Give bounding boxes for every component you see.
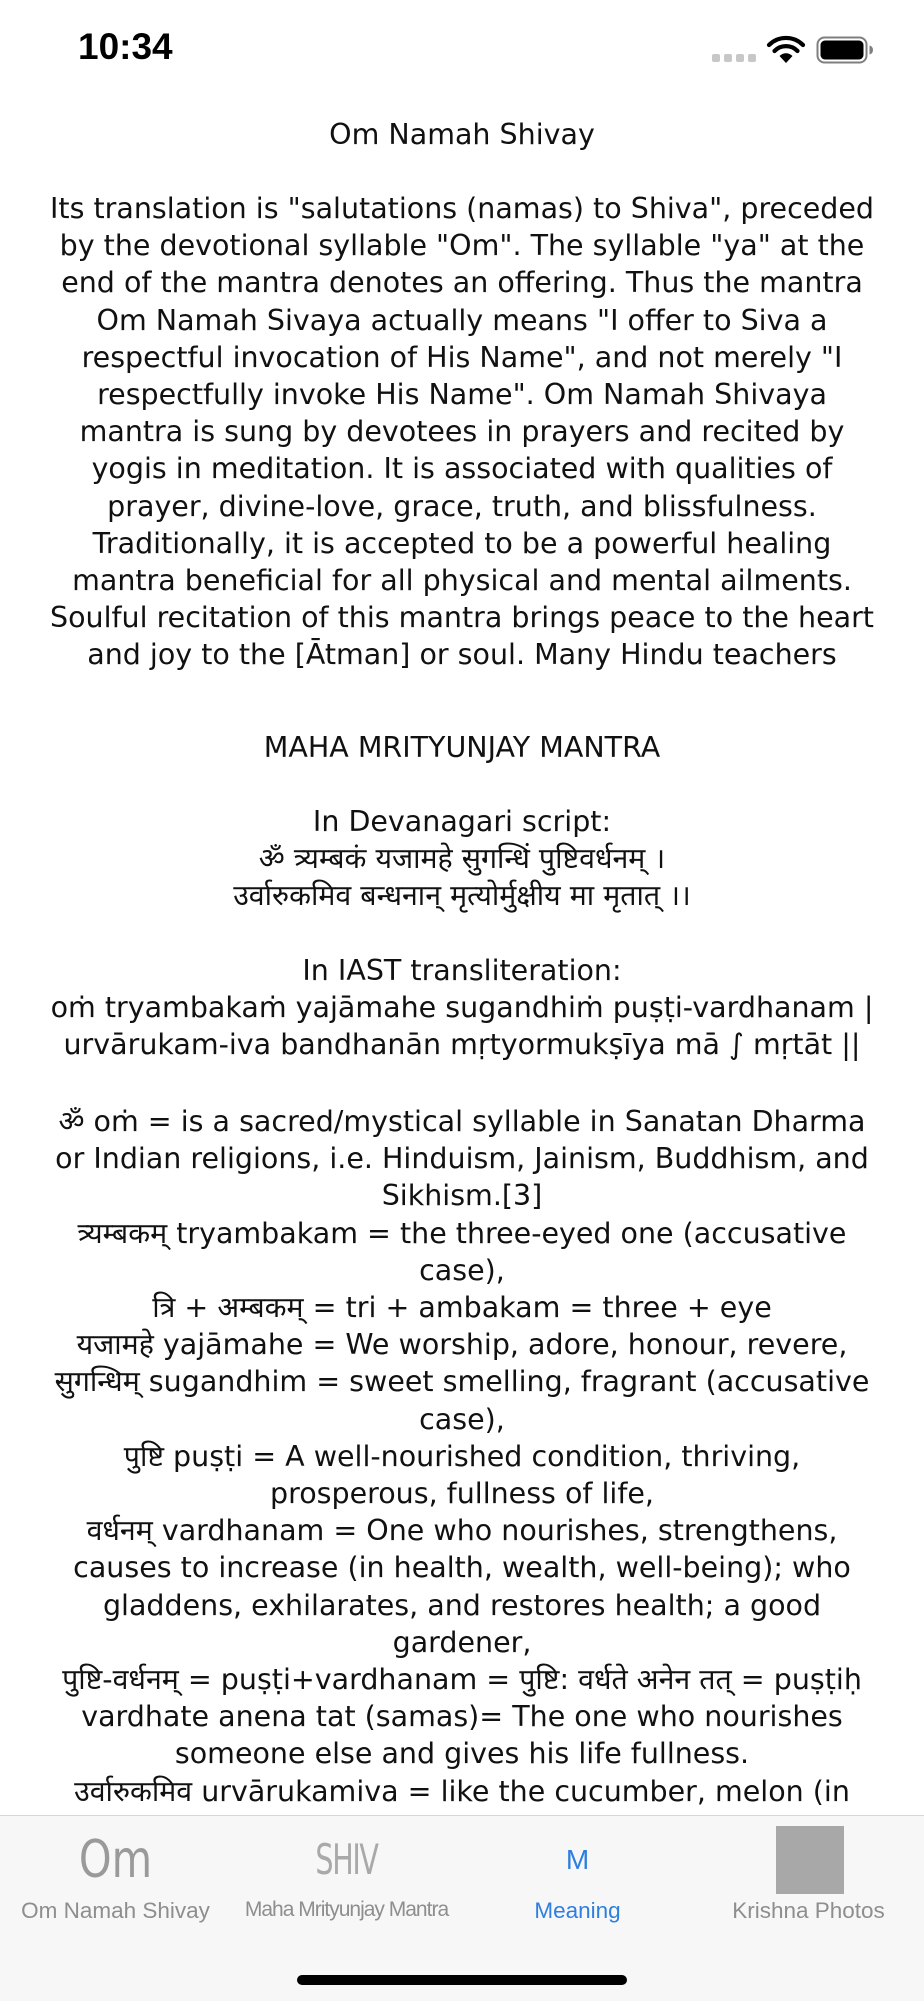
devanagari-line-1: ॐ त्र्यम्बकं यजामहे सुगन्धिं पुष्टिवर्धनम् । [258, 842, 666, 876]
word-meaning: पुष्टि puṣṭi = A well-nourished condition, thriving, prosperous, fullness of life, [123, 1439, 801, 1511]
word-meaning: उर्वारुकमिव urvārukamiva = like the cucumber, melon (in [74, 1774, 850, 1808]
om-tab-icon: Om [78, 1830, 153, 1890]
status-bar [0, 0, 924, 100]
tab-om-namah-shivay[interactable] [0, 1816, 231, 1936]
word-meanings-text[interactable] [48, 1103, 876, 1808]
tab-label: Meaning [534, 1898, 621, 1923]
devanagari-heading: In Devanagari script: [312, 805, 612, 838]
word-meaning: त्र्यम्बकम् tryambakam = the three-eyed one (accusative case), [77, 1216, 847, 1287]
iast-section [48, 952, 876, 1064]
tab-label: Krishna Photos [732, 1898, 885, 1923]
tab-label: Maha Mrityunjay Mantra [244, 1898, 449, 1921]
tab-maha-mrityunjay-mantra[interactable] [231, 1816, 462, 1936]
home-indicator [297, 1975, 627, 1985]
iast-line-2: urvārukam-iva bandhanān mṛtyormukṣīya mā ∫ mṛtāt || [63, 1028, 861, 1062]
tab-krishna-photos[interactable] [693, 1816, 924, 1936]
photo-placeholder-icon [776, 1826, 844, 1894]
shiv-tab-icon: SHIV [315, 1835, 378, 1884]
devanagari-section [48, 803, 876, 915]
iast-heading: In IAST transliteration: [302, 954, 622, 987]
word-meaning: यजामहे yajāmahe = We worship, adore, honour, revere, [76, 1328, 848, 1362]
tab-bar [0, 1815, 924, 2001]
wifi-icon [766, 34, 806, 64]
om-description-text[interactable] [48, 190, 876, 766]
tab-label: Om Namah Shivay [21, 1898, 210, 1923]
status-time: 10:34 [78, 26, 173, 67]
maha-section-title: MAHA MRITYUNJAY MANTRA [263, 731, 661, 764]
battery-icon [816, 36, 874, 64]
om-description: Its translation is "salutations (namas) to Shiva", preceded by the devotional syllable "Om". The syllable "ya" at the end of the mantra denotes an offering. Thus the mantra Om Namah Sivaya actually means "I offer to Siva a respectful invocation of His Name", and not merely "I respectfully invoke His Name". Om Namah Shivaya mantra is sung by devotees in prayers and recited by yogis in meditation. It is associated with qualities of prayer, divine-love, grace, truth, and blissfulness. Traditionally, it is accepted to be a powerful healing mantra beneficial for all physical and mental ailments. Soulful recitation of this mantra brings peace to the heart and joy to the [Ātman] or soul. Many Hindu teachers [50, 192, 874, 672]
iast-line-1: oṁ tryambakaṁ yajāmahe sugandhiṁ puṣṭi-vardhanam | [50, 991, 874, 1025]
word-meaning: त्रि + अम्बकम् = tri + ambakam = three + eye [152, 1291, 772, 1325]
tab-meaning[interactable] [462, 1816, 693, 1936]
meaning-scroll-view[interactable] [0, 100, 924, 1815]
cellular-signal-icon [712, 54, 756, 64]
word-meaning: वर्धनम् vardhanam = One who nourishes, strengthens, causes to increase (in health, wealth, well-being); who gladdens, exhilarates, and restores health; a good gardener, [73, 1514, 851, 1659]
word-meaning: ॐ oṁ = is a sacred/mystical syllable in Sanatan Dharma or Indian religions, i.e. Hinduism, Jainism, Buddhism, and Sikhism.[3] [55, 1105, 869, 1213]
om-section-title: Om Namah Shivay [329, 118, 595, 151]
word-meaning: पुष्टि-वर्धनम् = puṣṭi+vardhanam = पुष्टि: वर्धते अनेन तत् = puṣṭiḥ vardhate anena tat (samas)= The one who nourishes someone else and gives his life fullness. [62, 1663, 862, 1771]
devanagari-line-2: उर्वारुकमिव बन्धनान् मृत्योर्मुक्षीय मा मृतात् ।। [233, 879, 691, 913]
word-meaning: सुगन्धिम् sugandhim = sweet smelling, fragrant (accusative case), [54, 1365, 870, 1436]
meaning-tab-icon: M [565, 1844, 590, 1875]
